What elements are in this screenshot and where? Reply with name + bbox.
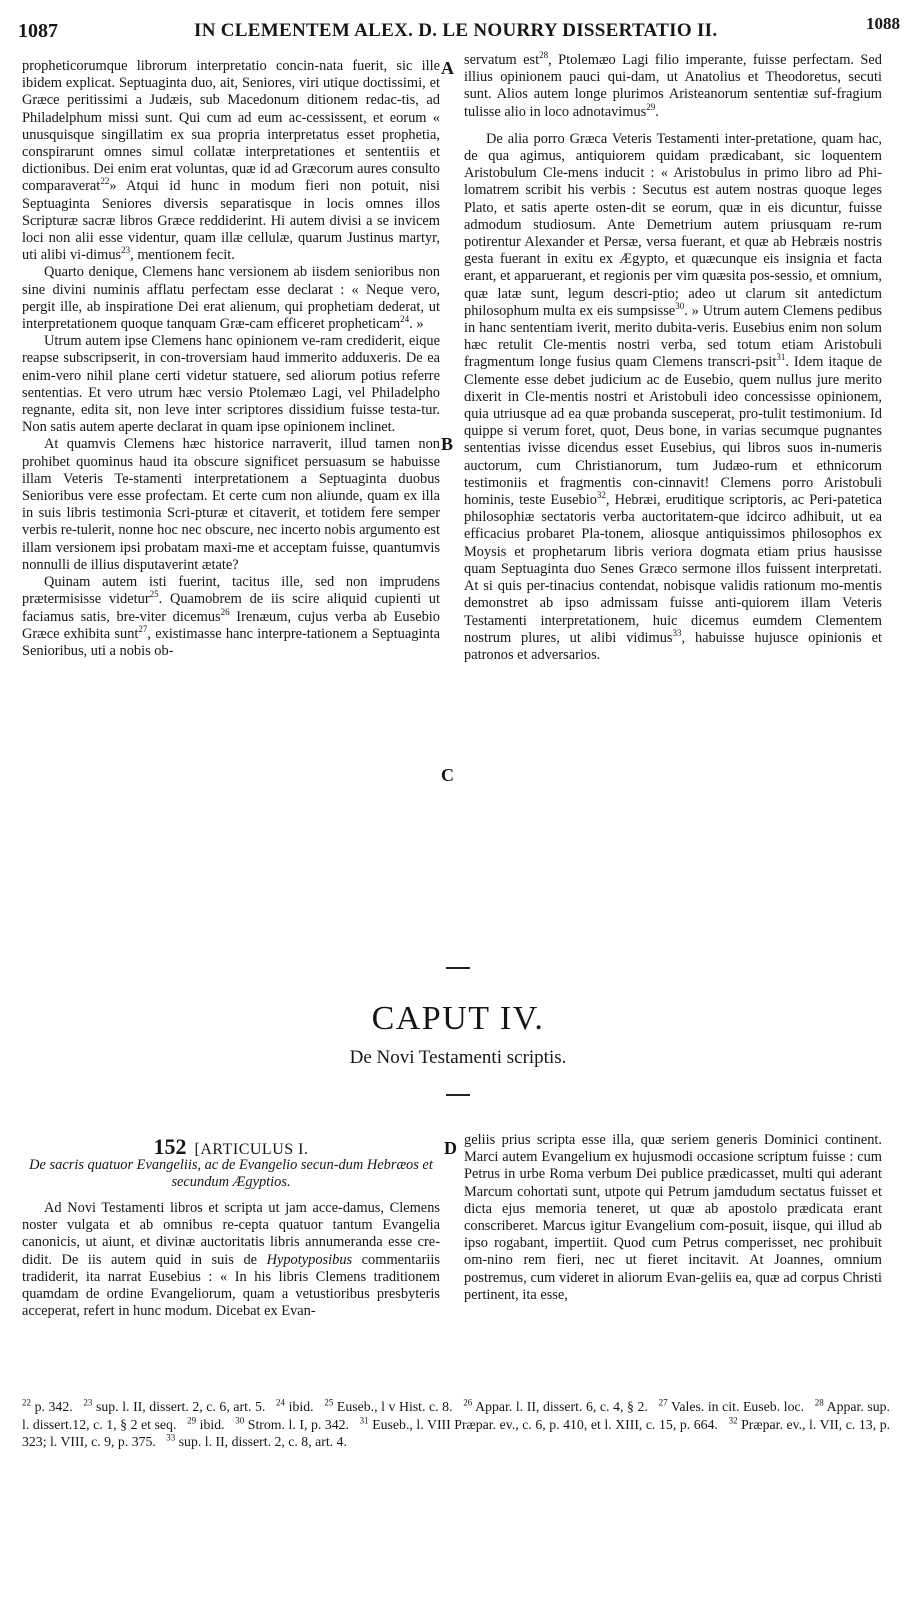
page-number-left: 1087 [18, 20, 58, 42]
footnote-ref: 33 [672, 627, 682, 638]
chapter-subtitle: De Novi Testamenti scriptis. [349, 1047, 567, 1068]
paragraph: Ad Novi Testamenti libros et scripta ut jam acce-damus, Clemens noster vulgata et ab omnibus re-cepta quatuor tantum Evangelia canonicis, ut aiunt, et divinæ auctoritatis libris annumeranda esse cre-didit. De iis autem quid in suis de Hypotyposibus commentariis tradiderit, ita narrat Eusebius : « In his libris Clemens traditionem quamdam de ordine Evangeliorum, quam a vetustioribus presbyteris acceperat, refert in hunc modum. Dicebat ex Evan- [22, 1200, 440, 1320]
paragraph: Utrum autem ipse Clemens hanc opinionem ve-ram crediderit, eique reapse subscripserit, in con-troversiam haud immerito adduxeris. De ea enim-vero nihil plane certi videtur statuere, sed aliorum potius referre sententias. Et vero utrum hæc versio Ptolemæo Lagi, vel Philadelpho regnante, edita sit, non leve inter scriptores dissidium fuisse testa-tur. Non satis autem aperte declarat in quam ipse opinionem inclinet. [22, 333, 440, 436]
footnote-ref: 28 [539, 50, 549, 61]
article-number: 152 [153, 1134, 187, 1159]
footnote: $^{27}$ Vales. in cit. Euseb. loc. [658, 1397, 805, 1414]
footnote-ref: 32 [596, 490, 606, 501]
chapter-title: CAPUT IV. [371, 1000, 545, 1037]
paragraph: geliis prius scripta esse illa, quæ seriem generis Dominici continent. Marci autem Evangelium ex hujusmodi occasione scriptum fuisse : cum Petrus in urbe Roma verbum Dei publice prædicasset, multi qui aderant Marcum cohortati sunt, utpote qui Petrum jamdudum sectatus fuisset et dicta ejus memoria teneret, ut quæ ab apostolo prædicata erant conscriberet. Marcus igitur Evangelium com-posuit, iisque, qui illud ab ipso rogabant, impertiit. Quod cum Petrus comperisset, nec prohibuit om-nino rem fieri, nec ut fieret incitavit. At Joannes, omnium postremus, cum videret in aliorum Evan-geliis ea, quæ ad corpus Christi pertinent, ita esse, [464, 1132, 882, 1303]
footnote: $^{24}$ ibid. [276, 1397, 314, 1414]
footnote: $^{31}$ Euseb., l. VIII Præpar. ev., c. 6, p. 410, et l. XIII, c. 15, p. 664. [359, 1414, 718, 1432]
separator-dash [446, 1094, 470, 1096]
footnote-ref: 29 [646, 101, 656, 112]
footnote-ref: 31 [776, 352, 786, 363]
running-head [18, 14, 900, 46]
paragraph: Quarto denique, Clemens hanc versionem ab iisdem senioribus non sine divini numinis afflatu perfectam esse declarat : « Neque vero, pergit ille, ab inspiratione Dei erat alienum, qui prophetiam dederat, ut interpretationem quoque tanquam Græ-cam efficeret propheticam$^{24}$. » [22, 264, 440, 333]
footnote-ref: 26 [220, 606, 230, 617]
article-subtitle: De sacris quatuor Evangeliis, ac de Evangelio secun-dum Hebræos et secundum Ægyptios. [29, 1157, 433, 1190]
right-column-bottom [464, 1132, 882, 1382]
footnote-ref: 27 [138, 623, 148, 634]
footnote: $^{25}$ Euseb., l v Hist. c. 8. [324, 1397, 453, 1414]
page-number-right: 1088 [866, 14, 900, 33]
separator-dash [446, 967, 470, 969]
right-column-top [464, 52, 882, 912]
footnote: $^{33}$ sup. l. II, dissert. 2, c. 8, art. 4. [166, 1432, 347, 1449]
article-label: [ARTICULUS I. [194, 1141, 309, 1158]
margin-letter-b: B [441, 434, 454, 454]
left-column-top [22, 58, 440, 898]
running-title: IN CLEMENTEM ALEX. D. LE NOURRY DISSERTATIO II. [194, 20, 718, 41]
paragraph: At quamvis Clemens hæc historice narraverit, illud tamen non prohibet quominus haud ita obscure significet persuasum se habuisse illam Veteris Te-stamenti interpretationem a Septuaginta duobus Senioribus vere esse profectam. Et certe cum non aliunde, quam ex illa in suis libris testimonia Scri-pturæ et citaverit, et totidem fere semper verbis re-tulerit, nonne hoc nec obscure, nec incerto nobis argumento est illam versionem ipsi probatam maxi-me et acceptam fuisse, quantumvis nonnulli de illius disputaverint ætate? [22, 436, 440, 573]
footnote-ref: 24 [400, 314, 410, 325]
footnote-ref: 25 [149, 589, 159, 600]
footnote: $^{23}$ sup. l. II, dissert. 2, c. 6, art. 5. [83, 1397, 266, 1414]
margin-letter-a: A [441, 58, 454, 78]
paragraph: servatum est$^{28}$, Ptolemæo Lagi filio imperante, fuisse perfectam. Sed illius opinionem pauci qui-dam, ut Anatolius et Theodoretus, secuti sunt. Alios autem longe plurimos Aristeanorum sententiæ suf-fragium tulisse alio in loco adnotavimus$^{29}$. [464, 50, 882, 120]
footnote-ref: 23 [121, 245, 131, 256]
footnote: $^{32}$ Præpar. ev., l. VII, c. 13, p. 323; l. VIII, c. 9, p. 375. [22, 1414, 891, 1449]
footnote: $^{22}$ p. 342. [22, 1397, 73, 1414]
footnote: $^{26}$ Appar. l. II, dissert. 6, c. 4, § 2. [463, 1397, 648, 1414]
paragraph: De alia porro Græca Veteris Testamenti inter-pretatione, quam hac, de qua agimus, antiquiorem quidam prædicabant, sic loquentem Aristobulum Cle-mens inducit : « Aristobulus in primo libro ad Phi-lomatrem scribit his verbis : Secutus est autem nostras quoque leges Plato, et satis aperte osten-dit se eorum, quæ in eis dicuntur, fuisse admodum studiosum. Ante Demetrium autem priusquam re-rum potirentur Alexander et Persæ, versa fuerant, et quæ ab Hebræis nostris gesta fuerant in exitu ex Ægypto, et quæcunque eis insignia et facta erant, et apparuerant, et regionis per vim quæsita pos-sessio, et omnium, quæ latæ sunt, legum descri-ptio; adeo ut clarum sit antedictum philosophum multa ex eis sumpsisse$^{30}$. » Utrum autem Clemens pedibus in hanc sententiam iverit, merito dubita-veris. Eusebius enim non solum hæc retulit Cle-mentis nostri verba, sed totum etiam Aristobuli fragmentum longe fusius quam Clemens transcri-psit$^{31}$. Idem itaque de Clemente esse debet judicium ac de Eusebio, quem nullus jure merito dixerit in Cle-mentis nostri et Aristobuli ideo concessisse opinionem, quia utriusque ad ea quæ probanda susceperat, pro-tulit testimonium. Id quippe si verum foret, quot, Deus bone, in varias secumque pugnantes sententias ivisse dicendus esset Eusebius, qui libros suos in-numeris auctorum, cum Christianorum, tum Judæo-rum et ethnicorum testimoniis et fragmentis con-cinnavit! Clemens porro Aristobuli hominis, teste Eusebio$^{32}$, Hebræi, eruditique scriptoris, ac Peri-patetica philosophiæ sectatoris verba auctoritatem-que idcirco adhibuit, ut ea efficacius probaret Pla-tonem, aliosque antiquissimos philosophos ex Moysis et prophetarum libris veriora dogmata etiam prius hausisse quam Septuaginta duo Senes Græco sermone illos fuissent interpretati. At si quis per-tinacius contendat, nobisque validis rationum mo-mentis demonstret ab ipso admissam fuisse anti-quiorem illam Veteris Testamenti interpretationem, huic dicemus eumdem Clementem nostrum plures, ut alibi vidimus$^{33}$, habuisse hujusce opinionis et patronos et adversarios. [464, 130, 883, 663]
footnote-ref: 22 [100, 176, 110, 187]
footnote-ref: 30 [675, 301, 685, 312]
paragraph: Quinam autem isti fuerint, tacitus ille, sed non imprudens prætermisisse videtur$^{25}$. Quamobrem de iis scire aliquid cupienti ut faciamus satis, bre-viter dicemus$^{26}$ Irenæum, cujus verba ab Eusebio Græce exhibita sunt$^{27}$, existimasse hanc interpre-tationem a Septuaginta Senioribus, uti a nobis ob- [22, 574, 440, 659]
footnote: $^{28}$ Appar. sup. l. dissert.12, c. 1, § 2 et seq. [22, 1397, 890, 1432]
italic-title: Hypotyposibus [266, 1251, 353, 1268]
margin-letter-d: D [444, 1138, 457, 1158]
left-column-bottom [22, 1200, 440, 1425]
margin-letter-c: C [441, 765, 454, 785]
footnotes [22, 1398, 890, 1451]
footnote: $^{29}$ ibid. [187, 1414, 225, 1432]
footnote: $^{30}$ Strom. l. I, p. 342. [235, 1414, 349, 1432]
paragraph: propheticorumque librorum interpretatio concin-nata fuerit, sic ille ibidem explicat. Septuaginta duo, ait, Seniores, viri utique doctissimi, et Græce peritissimi a Judæis, sub Macedonum ditionem redac-tis, ad Philadelphum missi sunt. Qui cum ad eum ac-cessissent, et eorum « unusquisque singillatim ex sua propria interpretatus esset prophetia, conspirarunt omnes simul collatæ interpretationes et sententiis et dictionibus. Dei enim erat voluntas, quæ id ad Græcorum aures consulto comparaverat$^{22}$» Atqui id hunc in modum fieri non potuit, nisi Septuaginta Seniores diversis separatisque in locis omnes illos Scripturæ sacræ libros Græce reddiderint. Hi autem divisi a se invicem loci non alii esse videntur, quam illæ cellulæ, quarum Justinus martyr, uti alibi vi-dimus$^{23}$, mentionem fecit. [22, 58, 440, 264]
